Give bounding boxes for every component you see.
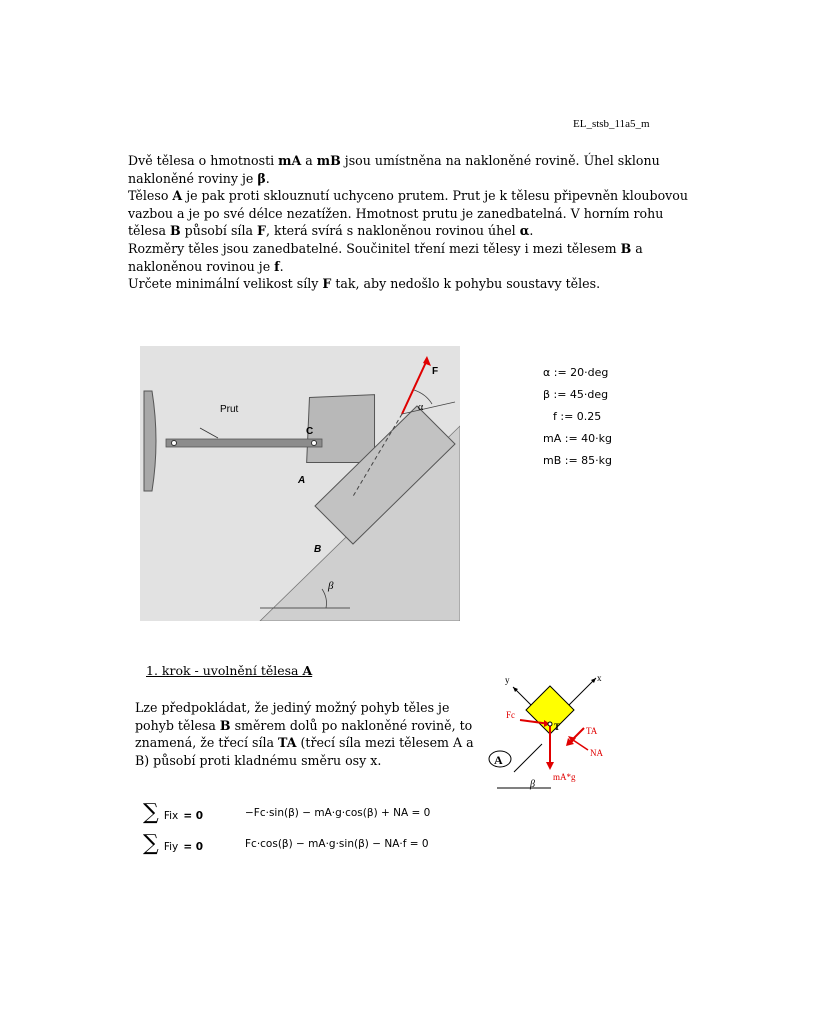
x-axis-label: x <box>597 673 602 683</box>
param-ma: mA := 40·kg <box>543 432 613 445</box>
wall-support <box>144 391 156 491</box>
prut-rod <box>166 439 322 447</box>
fbd-beta-label: β <box>530 779 535 790</box>
eq2-lhs: Fiy <box>163 841 179 853</box>
sum-symbol-1: ∑ <box>143 800 159 825</box>
eq2-rhs: Fc·cos(β) − mA·g·sin(β) − NA·f = 0 <box>245 838 429 850</box>
step-1-text: Lze předpokládat, že jediný možný pohyb těles je pohyb tělesa B směrem dolů po nakloněné rovině, to znamená, že třecí síla TA (třecí síla mezi tělesem A a B) působí proti kladnému směru osy x. <box>135 700 474 768</box>
given-parameters <box>543 366 612 476</box>
param-beta: β := 45·deg <box>543 388 609 401</box>
body-joint-c <box>312 441 317 446</box>
free-body-diagram-a <box>480 668 610 796</box>
document-id: EL_stsb_11a5_m <box>573 118 650 130</box>
beta-label: β <box>328 580 334 592</box>
param-f: f := 0.25 <box>553 410 602 423</box>
t-label: T <box>554 722 561 732</box>
b-label: B <box>314 544 322 555</box>
problem-statement <box>128 152 688 293</box>
y-axis-label: y <box>505 675 510 685</box>
param-alpha: α := 20·deg <box>543 366 609 379</box>
na-label: NA <box>590 748 603 758</box>
eq1-lhs: Fix <box>163 810 179 822</box>
alpha-label: α <box>418 402 424 413</box>
param-mb: mB := 85·kg <box>543 454 613 467</box>
intro-paragraph-4: Určete minimální velikost síly F tak, aby nedošlo k pohybu soustavy těles. <box>128 276 601 292</box>
eq2-equals: = 0 <box>183 841 204 853</box>
intro-paragraph-3: Rozměry těles jsou zanedbatelné. Součinitel tření mezi tělesy i mezi tělesem B a nakloněnou rovinou je f. <box>128 240 643 274</box>
equation-2 <box>143 831 204 856</box>
wall-joint <box>172 441 177 446</box>
fc-label: Fc <box>506 710 515 720</box>
ta-label: TA <box>586 726 598 736</box>
sum-symbol-2: ∑ <box>143 831 159 856</box>
prut-label: Prut <box>220 404 239 415</box>
mag-label: mA*g <box>553 772 576 782</box>
inclined-plane-figure <box>140 346 460 621</box>
center-t <box>548 722 552 726</box>
eq1-rhs: −Fc·sin(β) − mA·g·cos(β) + NA = 0 <box>245 807 431 819</box>
equation-1 <box>143 800 204 825</box>
f-label: F <box>432 366 439 377</box>
eq1-equals: = 0 <box>183 810 204 822</box>
fbd-plane-line <box>514 744 542 772</box>
step-1-title: 1. krok - uvolnění tělesa A <box>146 663 313 678</box>
force-mag-arrowhead <box>546 762 554 770</box>
intro-paragraph-1: Dvě tělesa o hmotnosti mA a mB jsou umístněna na nakloněné rovině. Úhel sklonu nakloněné roviny je β. <box>128 153 660 186</box>
intro-paragraph-2: Těleso A je pak proti sklouznutí uchyceno prutem. Prut je k tělesu připevněn kloubovou vazbou a je po své délce nezatížen. Hmotnost prutu je zanedbatelná. V horním rohu tělesa B působí síla F, která svírá s nakloněnou rovinou úhel α. <box>128 188 688 239</box>
circle-a-label: A <box>494 753 503 767</box>
a-label: A <box>298 475 306 486</box>
c-label: C <box>306 426 314 437</box>
